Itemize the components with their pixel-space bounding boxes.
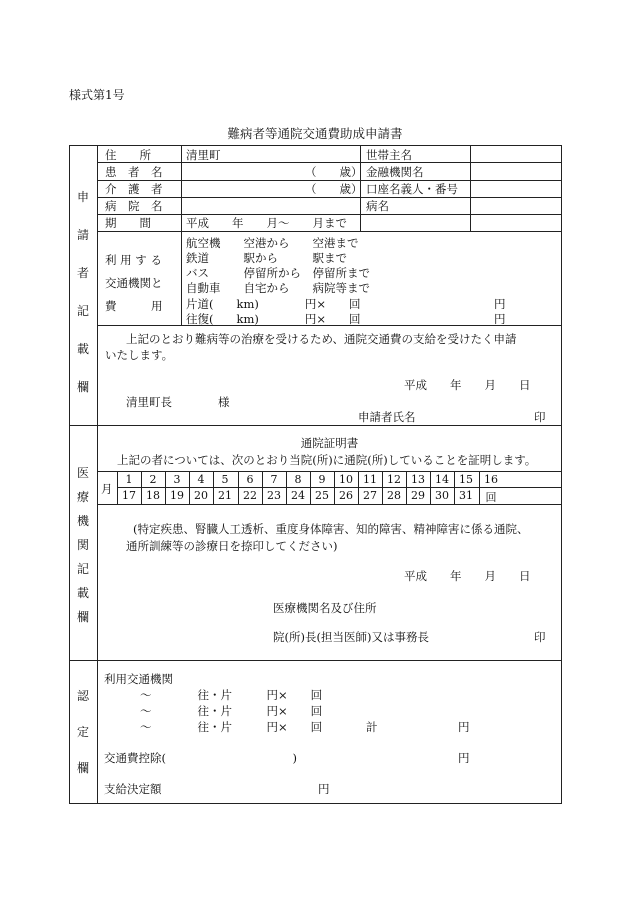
bank-name-field[interactable] [472,163,560,178]
disease-name-field[interactable] [472,198,560,213]
day-cell[interactable]: 23 [267,489,281,502]
address-label: 住 所 [105,148,151,162]
head-of-household-label: 世帯主名 [366,148,412,162]
approval-trip-row-1[interactable]: ～ 往・片 円× 回 [140,688,323,702]
certification-date-field[interactable]: 平成 年 月 日 [404,569,531,583]
day-cell[interactable]: 28 [387,489,401,502]
applicant-name-field[interactable] [420,407,530,422]
transport-label-3: 費 用 [105,299,163,313]
note-line2: 通所訓練等の診療日を捺印してください) [126,539,338,553]
day-cell[interactable]: 8 [294,473,302,486]
deduction-yen: 円 [458,751,470,765]
decision-amount-yen: 円 [318,782,330,796]
day-cell[interactable]: 3 [173,473,181,486]
bank-name-label: 金融機関名 [366,165,424,179]
one-way-yen: 円 [494,297,506,311]
round-trip-yen: 円 [494,312,506,326]
patient-name-field[interactable] [186,163,306,178]
day-cell[interactable]: 26 [339,489,353,502]
medical-section-label: 医 療 機 関 記 載 欄 [76,466,89,624]
day-cell[interactable]: 24 [291,489,305,502]
transport-label-2: 交通機関と [105,276,163,290]
day-cell[interactable]: 6 [246,473,254,486]
transport-label-1: 利 用 す る [105,253,162,267]
institution-label: 医療機関名及び住所 [273,601,377,615]
form-title: 難病者等通院交通費助成申請書 [227,126,403,141]
application-date-field[interactable]: 平成 年 月 日 [404,378,531,392]
day-cell[interactable]: 31 [459,489,473,502]
address-field[interactable]: 清里町 [186,148,221,162]
patient-name-label: 患 者 名 [105,165,163,179]
caregiver-field[interactable] [186,181,306,196]
day-cell[interactable]: 4 [197,473,205,486]
period-label: 期 間 [105,216,151,230]
account-holder-field[interactable] [472,181,560,196]
transport-row-car: 自動車 自宅から 病院等まで [186,281,370,295]
approval-total-label: 計 [366,720,378,734]
hospital-name-field[interactable] [186,198,356,213]
day-cell[interactable]: 9 [318,473,326,486]
transport-row-bus: バス 停留所から 停留所まで [186,266,370,280]
day-cell[interactable]: 19 [170,489,184,502]
head-of-household-field[interactable] [472,146,560,161]
caregiver-age-field[interactable]: （ 歳） [305,182,363,196]
certificate-title: 通院証明書 [300,436,359,450]
request-text-line2: いたします。 [105,348,174,362]
transport-row-rail: 鉄道 駅から 駅まで [186,251,347,265]
hospital-name-label: 病 院 名 [105,199,163,213]
applicant-seal: 印 [534,410,546,424]
approval-section-label: 認 定 欄 [76,689,89,775]
period-field[interactable]: 平成 年 月～ 月まで [186,216,347,230]
transport-row-air: 航空機 空港から 空港まで [186,236,359,250]
account-holder-label: 口座名義人・番号 [366,182,458,196]
day-cell[interactable]: 20 [194,489,208,502]
visit-count-cell[interactable]: 回 [485,491,497,504]
caregiver-label: 介 護 者 [105,182,163,196]
request-text-line1: 上記のとおり難病等の治療を受けるため、通院交通費の支給を受けたく申請 [126,332,517,346]
director-label: 院(所)長(担当医師)又は事務長 [273,630,429,644]
decision-amount-label: 支給決定額 [104,782,162,796]
day-cell[interactable]: 15 [459,473,473,486]
day-cell[interactable]: 16 [484,473,498,486]
deduction-field[interactable]: 交通費控除( ) [104,751,297,765]
patient-age-field[interactable]: （ 歳） [305,165,363,179]
one-way-cost-field[interactable]: 片道( km) 円× 回 [186,297,361,311]
note-line1: (特定疾患、腎臓人工透析、重度身体障害、知的障害、精神障害に係る通院、 [133,522,529,536]
day-cell[interactable]: 11 [363,473,377,486]
day-cell[interactable]: 5 [221,473,229,486]
director-seal: 印 [534,630,546,644]
day-cell[interactable]: 14 [435,473,449,486]
day-cell[interactable]: 21 [218,489,232,502]
approval-trip-row-2[interactable]: ～ 往・片 円× 回 [140,704,323,718]
day-cell[interactable]: 12 [387,473,401,486]
day-cell[interactable]: 18 [146,489,160,502]
day-cell[interactable]: 29 [411,489,425,502]
day-cell[interactable]: 7 [270,473,278,486]
day-cell[interactable]: 13 [411,473,425,486]
round-trip-cost-field[interactable]: 往復( km) 円× 回 [186,312,361,326]
approval-transport-label: 利用交通機関 [104,672,173,686]
applicant-section-label: 申 請 者 記 載 欄 [76,190,89,394]
day-cell[interactable]: 25 [315,489,329,502]
day-cell[interactable]: 2 [149,473,157,486]
approval-total-yen: 円 [458,720,470,734]
applicant-name-label: 申請者氏名 [358,410,416,424]
mayor-addressee: 清里町長 様 [126,395,230,409]
certificate-text: 上記の者については、次のとおり当院(所)に通院(所)していることを証明します。 [117,453,537,467]
day-cell[interactable]: 30 [435,489,449,502]
month-label: 月 [101,482,113,496]
disease-name-label: 病名 [366,199,389,213]
form-number: 様式第1号 [69,88,125,102]
day-cell[interactable]: 17 [122,489,136,502]
day-cell[interactable]: 22 [243,489,257,502]
day-cell[interactable]: 1 [125,473,133,486]
approval-trip-row-3[interactable]: ～ 往・片 円× 回 [140,720,323,734]
day-cell[interactable]: 27 [363,489,377,502]
day-cell[interactable]: 10 [339,473,353,486]
